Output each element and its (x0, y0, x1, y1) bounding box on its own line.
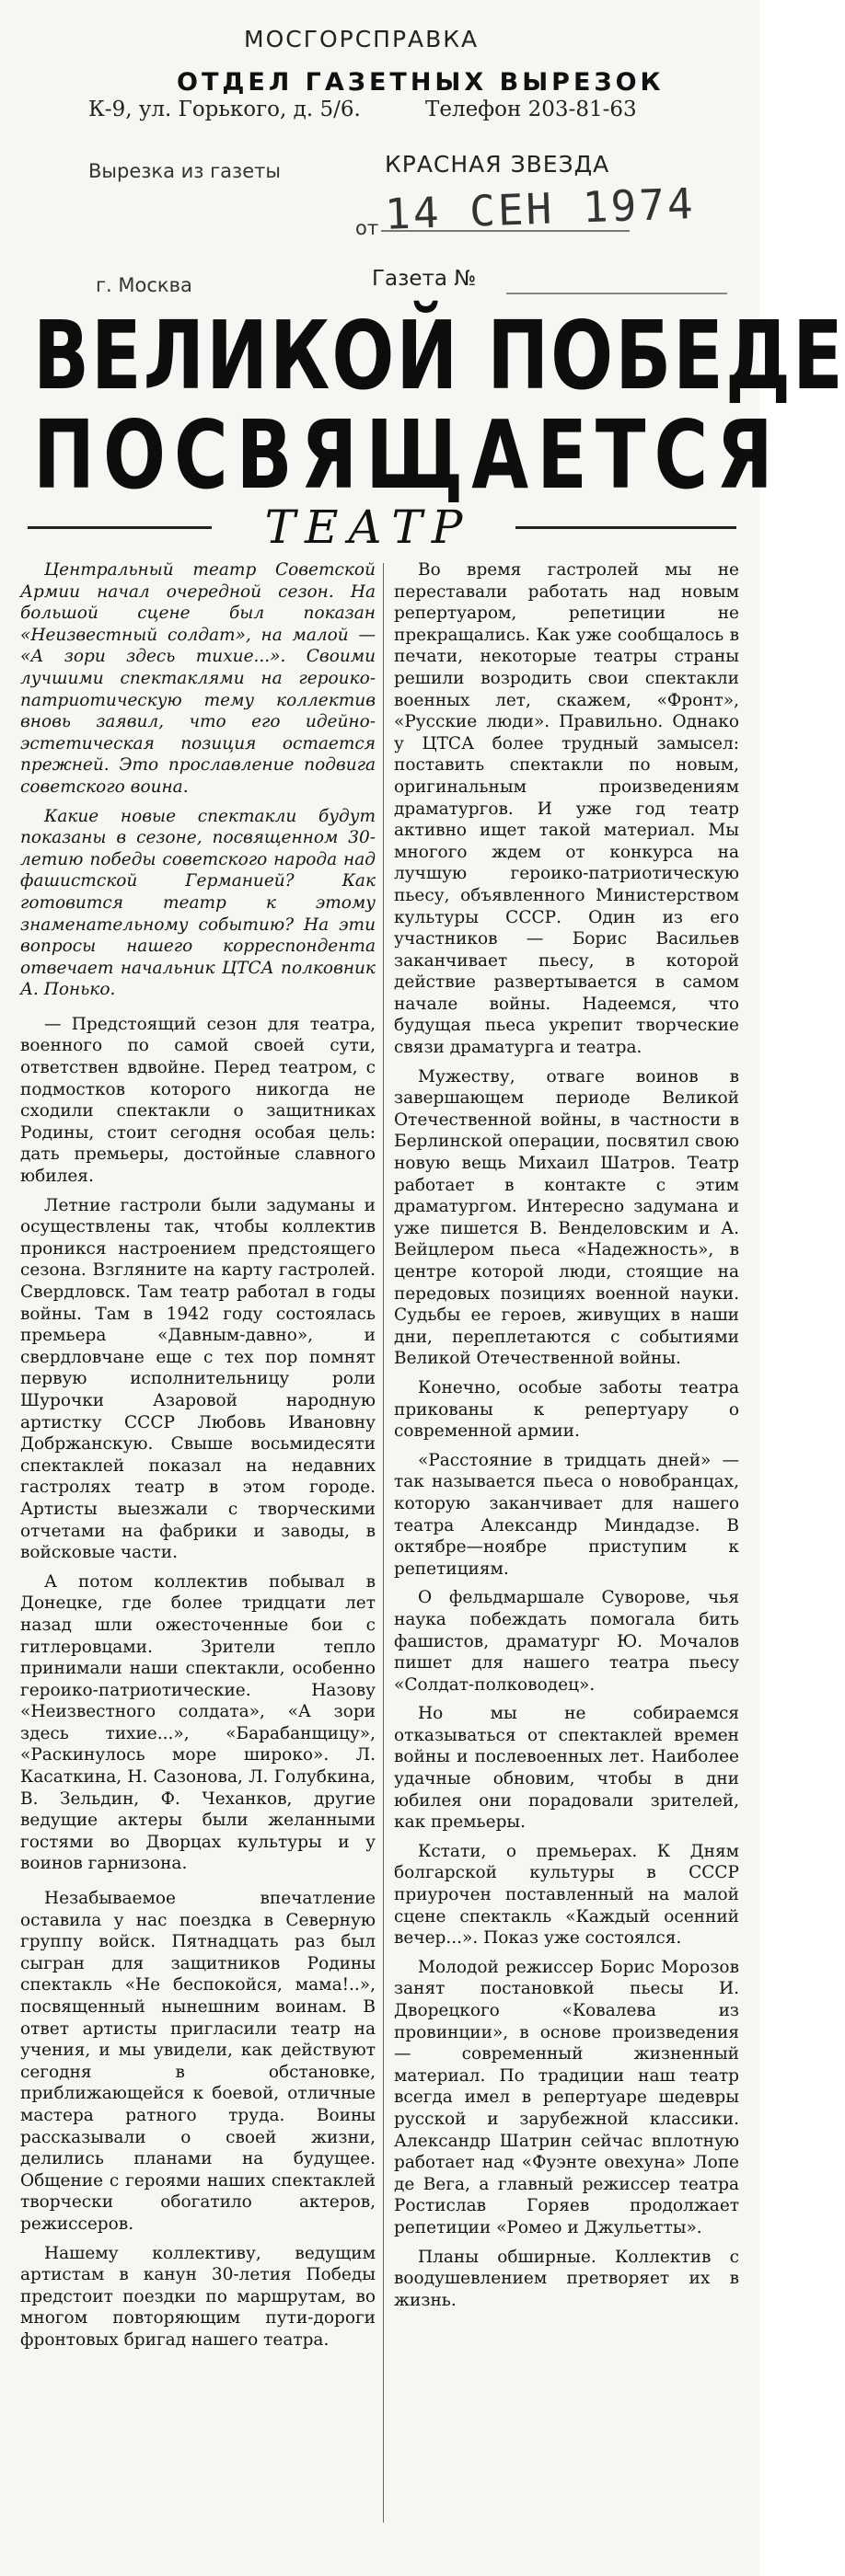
article-paragraph: Нашему коллективу, ведущим артистам в канун 30-летия Победы предстоит поездки по маршрутам, во многом повторяющим пути-дороги фронтовых бригад нашего театра. (20, 2243, 376, 2350)
article-paragraph: Планы обширные. Коллектив с воодушевлением претворяет их в жизнь. (394, 2247, 739, 2310)
date-underline (381, 230, 630, 232)
newspaper-name: КРАСНАЯ ЗВЕЗДА (385, 151, 610, 178)
article-paragraph: О фельдмаршале Суворове, чья наука побеждать помогала бить фашистов, драматург Ю. Мочалов пишет для нашего театра пьесу «Солдат-полководец». (394, 1588, 739, 1695)
gazeta-number-underline (506, 293, 727, 294)
article-paragraph: Незабываемое впечатление оставила у нас поездка в Северную группу войск. Пятнадцать раз был сыгран для защитников Родины спектакль «Не беспокойся, мама!..», посвященный нынешним воинам. В ответ артисты пригласили театр на учения, и мы увидели, как действуют сегодня в обстановке, приближающейся к боевой, отличные мастера ратного труда. Воины рассказывали о своей жизни, делились планами на будущее. Общение с героями наших спектаклей творчески обогатило актеров, режиссеров. (20, 1889, 376, 2234)
article-paragraph: Но мы не собираемся отказываться от спектаклей времен войны и послевоенных лет. Наиболее удачные обновим, чтобы в дни юбилея они порадовали зрителей, как премьеры. (394, 1704, 739, 1833)
rubric-label: ТЕАТР (264, 500, 472, 554)
date-prefix: от (355, 217, 379, 239)
gazeta-number-label: Газета № (372, 267, 477, 291)
department-name: ОТДЕЛ ГАЗЕТНЫХ ВЫРЕЗОК (177, 68, 665, 97)
agency-address: К-9, ул. Горького, д. 5/6. (88, 98, 361, 121)
article-paragraph: — Предстоящий сезон для театра, военного по самой своей сути, ответствен вдвойне. Перед театром, с подмостков которого никогда не сходили спектакли о защитниках Родины, стоит сегодня особая цель: дать премьеры, достойные славного юбилея. (20, 1014, 376, 1187)
date-stamp: 14 СЕН 1974 (384, 178, 697, 239)
rubric-rule-left (28, 526, 212, 529)
article-column-right (394, 559, 739, 2556)
article-paragraph: Конечно, особые заботы театра прикованы к репертуару о современной армии. (394, 1377, 739, 1442)
article-paragraph: Кстати, о премьерах. К Дням болгарской культуры в СССР приурочен поставленный на малой сцене спектакль «Каждый осенний вечер...». Показ уже состоялся. (394, 1841, 739, 1949)
lead-paragraph: Какие новые спектакли будут показаны в сезоне, посвященном 30-летию победы советского народа над фашистской Германией? Как готовится театр к этому знаменательному событию? На эти вопросы нашего корреспондента отвечает начальник ЦТСА полковник А. Понько. (20, 806, 376, 1000)
article-paragraph: Молодой режиссер Борис Морозов занят постановкой пьесы И. Дворецкого «Ковалева из провинции», в основе произведения — современный жизненный материал. По традиции наш театр всегда имел в репертуаре шедевры русской и зарубежной классики. Александр Шатрин сейчас вплотную работает над «Фуэнте овехуна» Лопе де Вега, а главный режиссер театра Ростислав Горяев продолжает репетиции «Ромео и Джульетты». (394, 1957, 739, 2237)
article-column-left (20, 559, 376, 2556)
article-paragraph: Во время гастролей мы не переставали работать над новым репертуаром, репетиции не прекращались. Как уже сообщалось в печати, некоторые театры страны решили возродить свои спектакли военных лет, скажем, «Фронт», «Русские люди». Правильно. Однако у ЦТСА более трудный замысел: поставить спектакли по новым, оригинальным произведениям драматургов. И уже год театр активно ищет такой материал. Мы многого ждем от конкурса на лучшую героико-патриотическую пьесу, объявленного Министерством культуры СССР. Один из его участников — Борис Васильев заканчивает пьесу, в которой действие развертывается в самом начале войны. Надеемся, что будущая пьеса укрепит творческие связи драматурга и театра. (394, 560, 739, 1058)
article-paragraph: Мужеству, отваге воинов в завершающем периоде Великой Отечественной войны, в частности в Берлинской операции, посвятил свою новую вещь Михаил Шатров. Театр работает в контакте с этим драматургом. Интересно задумана и уже пишется В. Венделовским и А. Вейцлером пьеса «Надежность», в центре которой люди, стоящие на передовых позициях военной науки. Судьбы ее героев, живущих в наши дни, переплетаются с событиями Великой Отечественной войны. (394, 1066, 739, 1369)
agency-phone: Телефон 203-81-63 (425, 98, 637, 121)
headline-line-2: ПОСВЯЩАЕТСЯ (33, 400, 781, 511)
article-paragraph: А потом коллектив побывал в Донецке, где более тридцати лет назад шли ожесточенные бои с гитлеровцами. Зрители тепло принимали наши спектакли, особенно героико-патриотические. Назову «Неизвестного солдата», «А зори здесь тихие...», «Барабанщицу», «Раскинулось море широко». Л. Касаткина, Н. Сазонова, Л. Голубкина, В. Зельдин, Ф. Чеханков, другие ведущие актеры были желанными гостями во Дворцах культуры и у воинов гарнизона. (20, 1571, 376, 1874)
headline-line-1: ВЕЛИКОЙ ПОБЕДЕ (33, 301, 845, 411)
article-paragraph: Летние гастроли были задуманы и осуществлены так, чтобы коллектив проникся настроением предстоящего сезона. Взгляните на карту гастролей. Свердловск. Там театр работал в годы войны. Там в 1942 году состоялась премьера «Давным-давно», и свердловчане еще с тех пор помнят первую исполнительницу роли Шурочки Азаровой народную артистку СССР Любовь Ивановну Добржанскую. Свыше восьмидесяти спектаклей показал на недавних гастролях театр в этом городе. Артисты выезжали с творческими отчетами на фабрики и заводы, в войсковые части. (20, 1195, 376, 1563)
city-label: г. Москва (96, 274, 192, 296)
agency-name: МОСГОРСПРАВКА (244, 26, 480, 52)
column-divider (383, 563, 384, 2523)
article-paragraph: «Расстояние в тридцать дней» — так называется пьеса о новобранцах, которую заканчивает для нашего театра Александр Миндадзе. В октябре—ноябре приступим к репетициям. (394, 1450, 739, 1579)
clipping-label: Вырезка из газеты (88, 160, 281, 182)
rubric-rule-right (515, 526, 736, 529)
lead-paragraph: Центральный театр Советской Армии начал очередной сезон. На большой сцене был показан «Неизвестный солдат», на малой — «А зори здесь тихие...». Своими лучшими спектаклями на героико-патриотическую тему коллектив вновь заявил, что его идейно-эстетическая позиция остается прежней. Это прославление подвига советского воина. (20, 560, 376, 797)
